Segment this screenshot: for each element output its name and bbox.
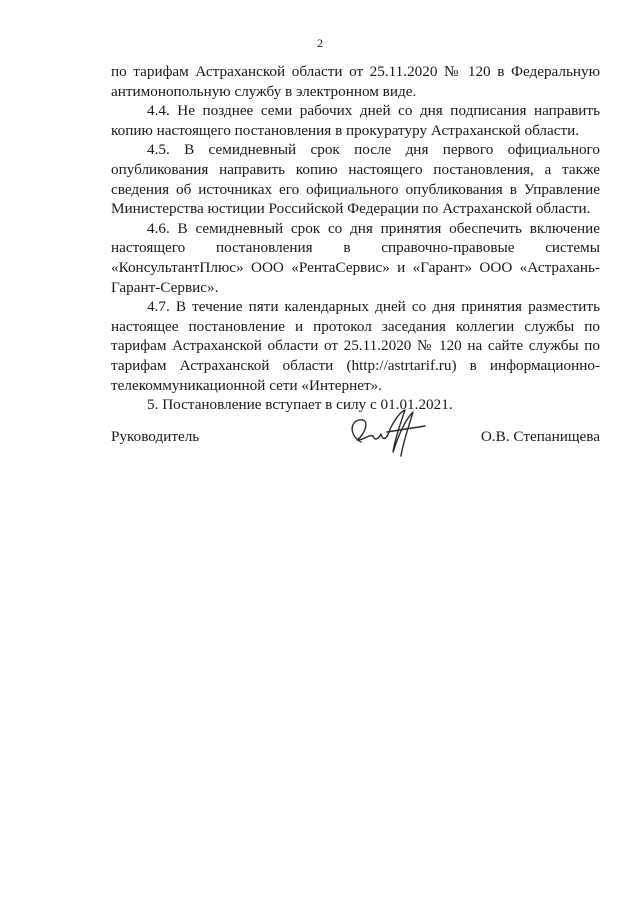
paragraph-4-5: 4.5. В семидневный срок после дня первого официального опубликования направить копию настоящего постановления, а также сведения об источниках его официального опубликования в Управление Министерства юстиции Российской Федерации по Астраханской области. — [111, 141, 600, 218]
paragraph-continuation: по тарифам Астраханской области от 25.11.2020 № 120 в Федеральную антимонопольную службу в электронном виде. — [111, 63, 600, 100]
signatory-name: О.В. Степанищева — [480, 428, 600, 445]
page-number: 2 — [317, 36, 323, 50]
paragraph-4-4: 4.4. Не позднее семи рабочих дней со дня подписания направить копию настоящего постановления в прокуратуру Астраханской области. — [111, 102, 600, 139]
paragraph-4-6: 4.6. В семидневный срок со дня принятия обеспечить включение настоящего постановления в справочно-правовые системы «КонсультантПлюс» ООО «РентаСервис» и «Гарант» ООО «Астрахань-Гарант-Сервис». — [111, 219, 600, 296]
handwritten-signature — [339, 404, 439, 464]
paragraph-4-7: 4.7. В течение пяти календарных дней со дня принятия разместить настоящее постановление и протокол заседания коллегии службы по тарифам Астраханской области от 25.11.2020 № 120 на сайте службы по тарифам Астраханской области (http://astrtarif.ru) в информационно-телекоммуникационной сети «Интернет». — [111, 298, 600, 394]
document-body — [111, 62, 600, 415]
signature-block — [111, 404, 600, 474]
signatory-title: Руководитель — [111, 428, 200, 445]
paragraph-5: 5. Постановление вступает в силу с 01.01.2021. — [147, 396, 453, 414]
